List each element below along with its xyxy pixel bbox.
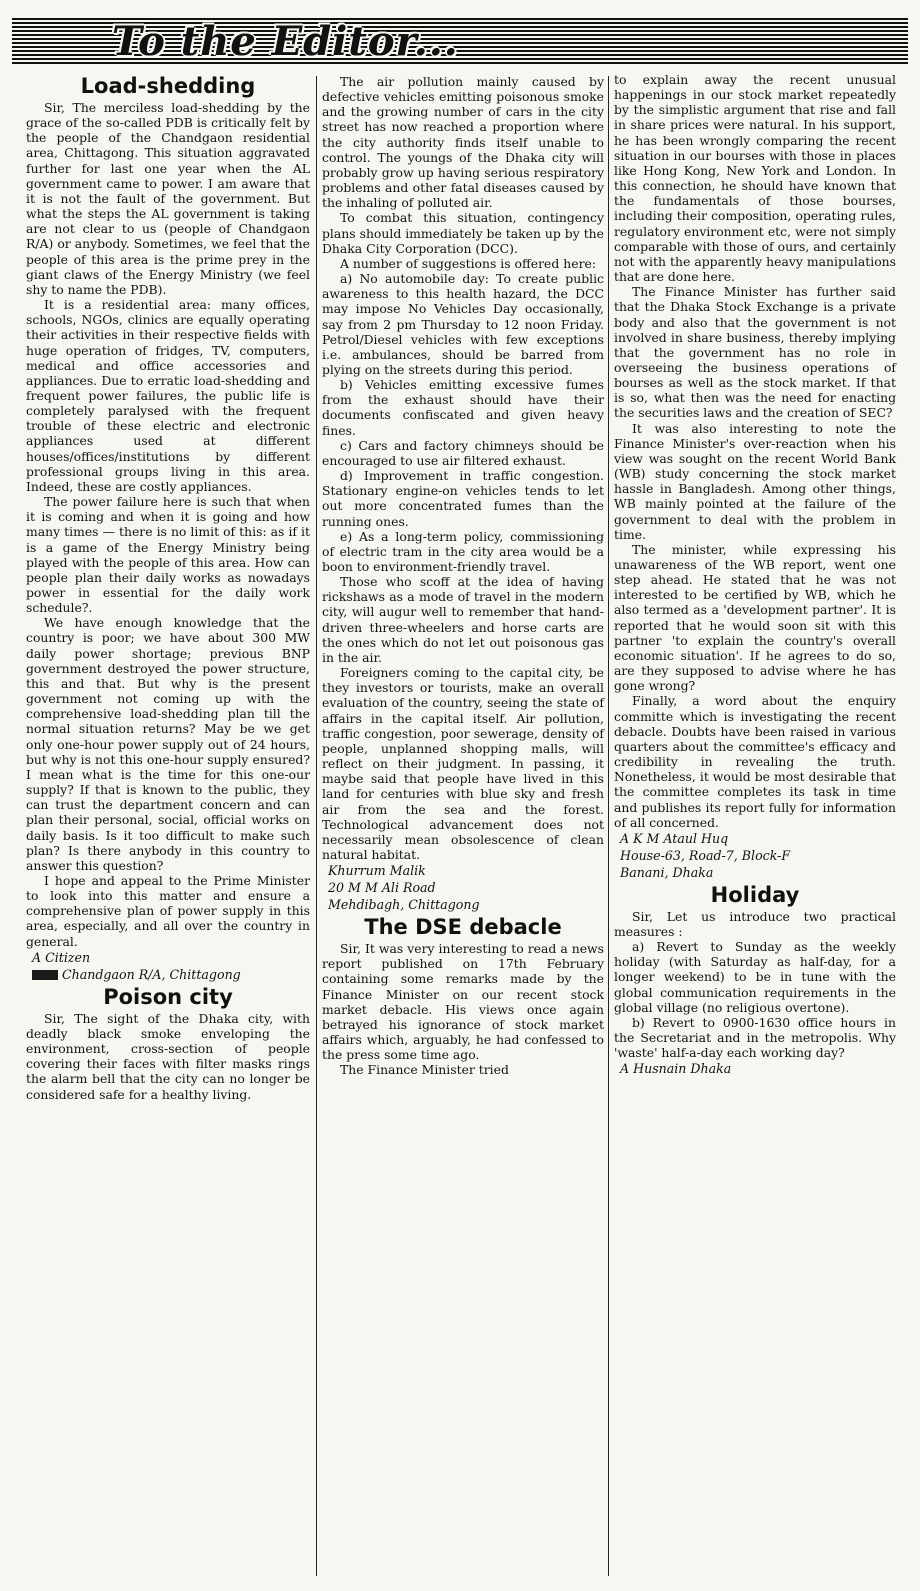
letter-signature-name: A K M Ataul Huq <box>620 830 729 846</box>
letter-signature-name: Khurrum Malik <box>328 863 426 879</box>
letter-paragraph: The power failure here is such that when it is coming and when it is going and how many times — there is no limit of this: as if it is a game of the Energy Ministry being played with the people of this area. How can people plan their daily works as nowadays power in essential for the daily work schedule?. <box>26 494 310 616</box>
letter-signature-address: Mehdibagh, Chittagong <box>328 897 480 913</box>
column-rule <box>608 76 609 1576</box>
banner-title: To the Editor... <box>112 18 459 65</box>
column-2 <box>322 74 604 1078</box>
letter-paragraph: Sir, Let us introduce two practical measures : <box>614 908 896 939</box>
letter-paragraph: The Finance Minister tried <box>340 1062 509 1078</box>
letter-paragraph: e) As a long-term policy, commissioning of electric tram in the city area would be a boon to environment-friendly travel. <box>322 528 604 574</box>
letter-paragraph: To combat this situation, contingency plans should immediately be taken up by the Dhaka City Corporation (DCC). <box>322 210 604 256</box>
letter-signature-address: 20 M M Ali Road <box>328 880 436 896</box>
section-banner <box>12 18 908 66</box>
letter-signature-name: A Husnain Dhaka <box>620 1061 732 1077</box>
letter-paragraph: b) Revert to 0900-1630 office hours in the Secretariat and in the metropolis. Why 'waste' half-a-day each working day? <box>614 1014 896 1061</box>
letter-paragraph: Sir, It was very interesting to read a news report published on 17th February containing some remarks made by the Finance Minister on our recent stock market debacle. His views once again betrayed his ignorance of stock market affairs which, arguably, he had confessed to the press some time ago. <box>322 941 604 1063</box>
letter-paragraph: The air pollution mainly caused by defective vehicles emitting poisonous smoke and the growing number of cars in the city street has now reached a proportion where the city authority finds itself unable to control. The youngs of the Dhaka city will probably grow up having serious respiratory problems and other fatal diseases caused by the inhaling of polluted air. <box>322 74 604 211</box>
letter-signature-address: Banani, Dhaka <box>620 864 714 880</box>
signature-address-text: Chandgaon R/A, Chittagong <box>62 966 241 982</box>
column-3 <box>614 72 896 1077</box>
column-1 <box>26 72 310 1102</box>
letter-paragraph: c) Cars and factory chimneys should be encouraged to use air filtered exhaust. <box>322 437 604 468</box>
letter-paragraph: Those who scoff at the idea of having rickshaws as a mode of travel in the modern city, will augur well to remember that hand-driven three-wheelers and horse carts are the ones which do not let out poisonous gas in the air. <box>322 574 604 665</box>
letter-paragraph: We have enough knowledge that the country is poor; we have about 300 MW daily power shortage; previous BNP government destroyed the power structure, this and that. But why is the present government not coming up with the comprehensive load-shedding plan till the normal situation returns? May be we get only one-hour power supply out of 24 hours, but why is not this one-hour supply ensured? I mean what is the time for this one-our supply? If that is known to the public, they can trust the department concern and can plan their personal, social, official works on daily basis. Is it too difficult to make such plan? Is there anybody in this country to answer this question? <box>26 615 310 873</box>
letter-paragraph: to explain away the recent unusual happenings in our stock market repeatedly by the simplistic argument that rise and fall in share prices were natural. In his support, he has been wrongly comparing the recent situation in our bourses with those in places like Hong Kong, New York and London. In this connection, he should have known that the fundamentals of those bourses, including their composition, operating rules, regulatory environment etc, were not simply comparable with those of ours, and certainly not with the apparently heavy manipulations that are done here. <box>614 72 896 285</box>
ink-smudge <box>32 970 58 980</box>
letter-paragraph: I hope and appeal to the Prime Minister to look into this matter and ensure a comprehensive plan of power supply in this area, especially, and all over the country in general. <box>26 872 310 949</box>
letter-heading-poison-city: Poison city <box>103 984 233 1009</box>
letter-paragraph: Sir, The sight of the Dhaka city, with deadly black smoke enveloping the environment, cross-section of people covering their faces with filter masks rings the alarm bell that the city can no longer be considered safe for a healthy living. <box>26 1010 310 1102</box>
letter-heading-load-shedding: Load-shedding <box>80 74 256 98</box>
letter-paragraph: The Finance Minister has further said that the Dhaka Stock Exchange is a private body and also that the government is not involved in share business, thereby implying that the government has no role in overseeing the business operations of bourses as well as the stock market. If that is so, what then was the need for enacting the securities laws and the creation of SEC? <box>614 284 896 421</box>
letter-paragraph: Foreigners coming to the capital city, be they investors or tourists, make an overall evaluation of the country, seeing the state of affairs in the capital itself. Air pollution, traffic congestion, poor sewerage, density of people, unplanned shopping malls, will reflect on their judgment. In passing, it maybe said that people have lived in this land for centuries with blue sky and fresh air from the sea and the forest. Technological advancement does not necessarily mean obsolescence of clean natural habitat. <box>322 665 604 862</box>
letter-paragraph: a) No automobile day: To create public awareness to this health hazard, the DCC may impose No Vehicles Day occasionally, say from 2 pm Thursday to 12 noon Friday. Petrol/Diesel vehicles with few exceptions i.e. ambulances, should be barred from plying on the streets during this period. <box>322 271 604 377</box>
letter-heading-dse-debacle: The DSE debacle <box>364 915 562 940</box>
letter-paragraph: Sir, The merciless load-shedding by the grace of the so-called PDB is critically felt by the people of the Chandgaon residential area, Chittagong. This situation aggravated further for last one year when the AL government came to power. I am aware that it is not the fault of the government. But what the steps the AL government is taking are not clear to us (people of Chandgaon R/A) or anybody. Sometimes, we feel that the people of this area is the prime prey in the giant claws of the Energy Ministry (we feel shy to name the PDB). <box>26 100 310 297</box>
letter-paragraph: Finally, a word about the enquiry committe which is investigating the recent debacle. Doubts have been raised in various quarters about the committee's efficacy and credibility in revealing the truth. Nonetheless, it would be most desirable that the committee completes its task in time and publishes its report fully for information of all concerned. <box>614 693 896 830</box>
letter-paragraph: d) Improvement in traffic congestion. Stationary engine-on vehicles tends to let out more concentrated fumes than the running ones. <box>322 468 604 529</box>
letter-heading-holiday: Holiday <box>710 882 800 907</box>
letter-paragraph: A number of suggestions is offered here: <box>340 255 597 271</box>
letter-signature-address <box>26 966 310 983</box>
letter-paragraph: It is a residential area: many offices, schools, NGOs, clinics are equally operating their activities in their respective fields with huge operation of fridges, TV, computers, medical and office accessories and appliances. Due to erratic load-shedding and frequent power failures, the public life is completely paralysed with the frequent trouble of these electric and electronic appliances used at different houses/offices/institutions by different professional groups living in this area. Indeed, these are costly appliances. <box>26 297 310 494</box>
letter-paragraph: b) Vehicles emitting excessive fumes from the exhaust should have their documents confiscated and given heavy fines. <box>322 377 604 438</box>
letter-paragraph: It was also interesting to note the Finance Minister's over-reaction when his view was sought on the recent World Bank (WB) study concerning the stock market hassle in Bangladesh. Among other things, WB mainly pointed at the failure of the government to deal with the problem in time. <box>614 420 896 542</box>
letter-paragraph: a) Revert to Sunday as the weekly holiday (with Saturday as half-day, for a longer weekend) to be in tune with the global communication requirements in the global village (no religious overtone). <box>614 939 896 1015</box>
letter-signature-address: House-63, Road-7, Block-F <box>620 847 791 863</box>
letter-paragraph: The minister, while expressing his unawareness of the WB report, went one step ahead. He stated that he was not interested to be certified by WB, which he also termed as a 'development partner'. It is reported that he would soon sit with this partner 'to explain the country's overall economic situation'. If he agrees to do so, are they supposed to advise where he has gone wrong? <box>614 541 896 694</box>
letter-signature-name: A Citizen <box>32 949 91 965</box>
column-rule <box>316 76 317 1576</box>
